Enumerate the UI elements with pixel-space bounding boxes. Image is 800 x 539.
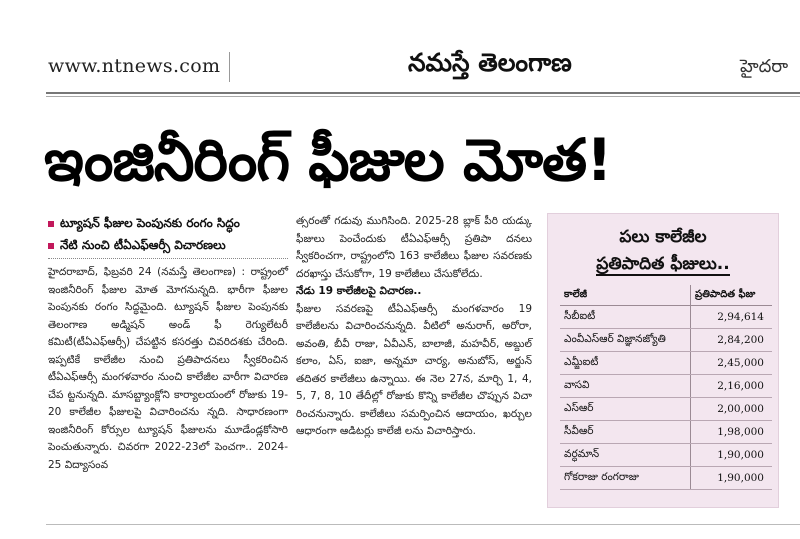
table-header-row <box>560 285 772 306</box>
subheading: నేడు 19 కాలేజీలపై విచారణ.. <box>296 285 422 297</box>
site-url[interactable]: www.ntnews.com <box>48 55 221 77</box>
bullet-divider <box>48 258 288 259</box>
fee-column-header: ప్రతిపాదిత ఫీజు <box>691 285 773 306</box>
bullet-item <box>48 216 288 233</box>
masthead <box>0 0 800 100</box>
article-column-1: హైదరాబాద్, ఫిబ్రవరి 24 (నమస్తే తెలంగాణ) : రాష్ట్రంలో ఇంజినీరింగ్ ఫీజుల మోత మోగనున్నది. భారీగా ఫీజుల పెంపునకు రంగం సిద్ధమైంది. ట్యూషన్ ఫీజుల పెంపునకు తెలంగాణ అడ్మిషన్ అండ్ ఫీ రెగ్యులేటరీ కమిటీ(టీఏఎఫ్ఆర్సీ) చేపట్టిన కసరత్తు చివరిదశకు చేరింది. ఇప్పటికే కాలేజీల నుంచి ప్రతిపాదనలు స్వీకరించిన టీఏఎఫ్ఆర్సీ మంగళవారం నుంచి కాలేజీల వారీగా విచారణ చేప ట్టనున్నది. మాసబ్ట్యాంక్లోని కార్యాలయంలో రోజుకు 19-20 కాలేజీల ఫీజులపై విచారించను న్నది. సాధారణంగా ఇంజినీరింగ్ కోర్సుల ట్యూషన్ ఫీజులను మూడేండ్లకోసారి పెంచుతున్నారు. చివరగా 2022-23లో పెంచగా.. 2024-25 విద్యాసంవ <box>48 266 288 471</box>
table-row <box>560 375 772 398</box>
fee-amount: 2,16,000 <box>691 375 773 398</box>
masthead-divider <box>229 52 230 82</box>
college-name: ఎమ్జీఐటీ <box>560 352 691 375</box>
college-name: సీవీఆర్ <box>560 421 691 444</box>
college-column-header: కాలేజీ <box>560 285 691 306</box>
bullet-text: ట్యూషన్ ఫీజుల పెంపునకు రంగం సిద్ధం <box>60 216 240 230</box>
fee-amount: 2,94,614 <box>691 306 773 329</box>
newspaper-logo: నమస్తే తెలంగాణ <box>408 48 572 77</box>
college-name: ఎంవీఎస్ఆర్ విజ్ఞానజ్యోతి <box>560 329 691 352</box>
table-row <box>560 421 772 444</box>
table-row <box>560 467 772 490</box>
bullet-square-icon <box>48 243 54 249</box>
college-name: ఎస్ఆర్ <box>560 398 691 421</box>
bullet-text: నేటి నుంచి టీఏఎఫ్ఆర్సీ విచారణలు <box>60 238 226 252</box>
fee-amount: 2,84,200 <box>691 329 773 352</box>
college-name: వాసవి <box>560 375 691 398</box>
table-row <box>560 444 772 467</box>
article-column-2 <box>296 213 532 441</box>
college-name: సీబీఐటీ <box>560 306 691 329</box>
fee-amount: 2,00,000 <box>691 398 773 421</box>
paragraph: ఫీజుల సవరణపై టీఏఎఫ్ఆర్సీ మంగళవారం 19 కాలేజీలను విచారించనున్నది. వీటిలో అనురాగ్, అరోరా, అవంతి, బీవీ రాజు, ఏవీఎన్, బాలాజీ, మహవీర్, అబ్దుల్ కలాం, ఏస్, ఐజా, అన్నమా చార్య, అనుబోస్, అర్జున్ తదితర కాలేజీలు ఉన్నాయి. ఈ నెల 27న, మార్చి 1, 4, 5, 7, 8, 10 తేదీల్లో రోజుకు కొన్ని కాలేజీల చొప్పున విచా రించనున్నారు. కాలేజీలు సమర్పించిన ఆదాయం, ఖర్చుల ఆధారంగా ఆడిటర్లు కాలేజీ లను విచారిస్తారు. <box>296 302 532 437</box>
table-row <box>560 352 772 375</box>
fee-sidebar-box <box>547 213 779 508</box>
college-name: గోకరాజు రంగరాజు <box>560 467 691 490</box>
fee-amount: 1,98,000 <box>691 421 773 444</box>
edition-city: హైదరా <box>740 56 789 77</box>
fee-box-title <box>548 224 778 278</box>
footer-rule <box>46 524 800 525</box>
bullet-square-icon <box>48 221 54 227</box>
table-row <box>560 398 772 421</box>
fee-box-title-line1: పలు కాలేజీల <box>619 227 707 247</box>
table-row <box>560 329 772 352</box>
fee-box-title-line2: ప్రతిపాదిత ఫీజులు.. <box>596 254 730 274</box>
headline: ఇంజినీరింగ్ ఫీజుల మోత! <box>44 126 612 194</box>
fee-amount: 1,90,000 <box>691 467 773 490</box>
college-name: వర్ధమాన్ <box>560 444 691 467</box>
fee-table <box>560 285 772 490</box>
masthead-rule-thin <box>46 96 800 97</box>
table-row <box>560 306 772 329</box>
masthead-rule <box>46 92 800 94</box>
paragraph: త్సరంతో గడువు ముగిసింది. 2025-28 బ్లాక్ పీరి యడ్కు ఫీజులు పెంచేందుకు టీఏఎఫ్ఆర్సీ ప్రతిపా దనలు స్వీకరించగా, రాష్ట్రంలోని 163 కాలేజీలు ఫీజుల సవరణకు దరఖాస్తు చేసుకోగా, 19 కాలేజీలు చేసుకోలేదు. <box>296 215 532 280</box>
fee-amount: 1,90,000 <box>691 444 773 467</box>
bullet-points <box>48 216 288 260</box>
bullet-item <box>48 238 288 255</box>
fee-amount: 2,45,000 <box>691 352 773 375</box>
